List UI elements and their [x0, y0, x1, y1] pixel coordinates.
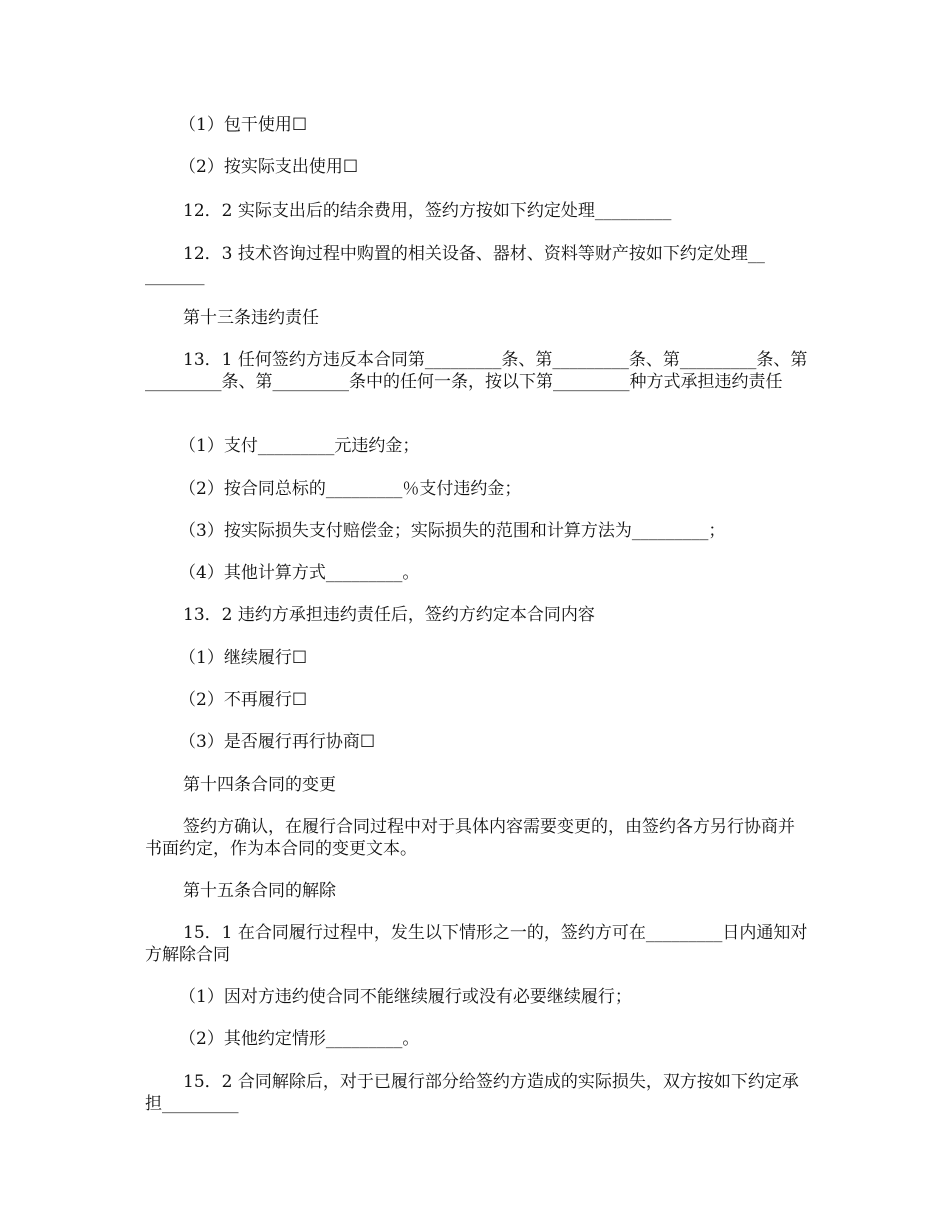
option-continue: （1）继续履行☐ — [179, 648, 308, 668]
clause-13-1: 13．1 任何签约方违反本合同第_________条、第_________条、第_________条、第_________条、第_________条中的任何一条，按以下第_________种方式承担违约责任 — [145, 350, 808, 392]
clause-12-2: 12．2 实际支出后的结余费用，签约方按如下约定处理_________ — [183, 201, 672, 221]
termination-option-2: （2）其他约定情形_________。 — [179, 1029, 420, 1049]
penalty-option-2: （2）按合同总标的_________％支付违约金； — [179, 479, 522, 499]
article-14-body: 签约方确认，在履行合同过程中对于具体内容需要变更的，由签约各方另行协商并书面约定，作为本合同的变更文本。 — [145, 817, 795, 859]
termination-option-1: （1）因对方违约使合同不能继续履行或没有必要继续履行； — [179, 987, 632, 1007]
penalty-option-4: （4）其他计算方式_________。 — [179, 563, 420, 583]
clause-15-2: 15．2 合同解除后，对于已履行部分给签约方造成的实际损失，双方按如下约定承担_________ — [145, 1072, 799, 1114]
article-15-heading: 第十五条合同的解除 — [183, 881, 336, 901]
penalty-option-3: （3）按实际损失支付赔偿金；实际损失的范围和计算方法为_________； — [179, 521, 726, 541]
penalty-option-1: （1）支付_________元违约金； — [179, 436, 420, 456]
article-14-heading: 第十四条合同的变更 — [183, 775, 336, 795]
option-negotiate: （3）是否履行再行协商☐ — [179, 732, 376, 752]
clause-15-1: 15．1 在合同履行过程中，发生以下情形之一的，签约方可在_________日内通知对方解除合同 — [145, 923, 808, 965]
article-13-heading: 第十三条违约责任 — [183, 308, 319, 328]
option-stop: （2）不再履行☐ — [179, 690, 308, 710]
clause-12-3: 12．3 技术咨询过程中购置的相关设备、器材、资料等财产按如下约定处理__ _______ — [145, 244, 771, 286]
option-lump-sum: （1）包干使用☐ — [179, 115, 308, 135]
option-actual-expense: （2）按实际支出使用☐ — [179, 157, 359, 177]
clause-13-2: 13．2 违约方承担违约责任后，签约方约定本合同内容 — [183, 605, 595, 625]
